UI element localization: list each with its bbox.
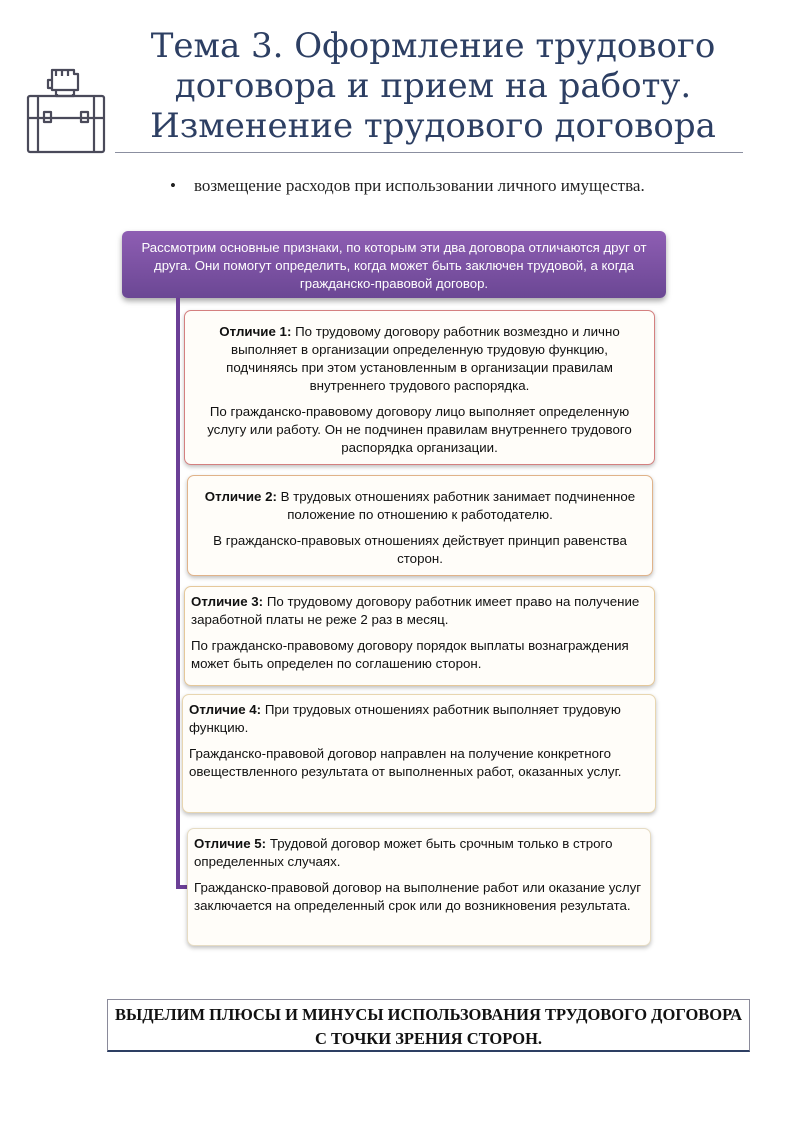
- bullet-marker: •: [170, 176, 176, 195]
- page-title: [118, 26, 748, 146]
- difference-1-text-1: По трудовому договору работник возмездно и лично выполняет в организации определенную трудовую функцию, подчиняясь при этом установленным в организации правилам внутреннего трудового распорядка.: [226, 324, 620, 393]
- difference-card-2: [187, 475, 653, 576]
- difference-4-label: Отличие 4:: [189, 702, 262, 717]
- difference-3-text-1: По трудовому договору работник имеет право на получение заработной платы не реже 2 раз в месяц.: [191, 594, 640, 627]
- briefcase-with-fist-icon: [25, 66, 107, 156]
- difference-1-text-2: По гражданско-правовому договору лицо выполняет определенную услугу или работу. Он не подчинен правилам внутреннего трудового распорядка организации.: [207, 404, 632, 455]
- footer-callout: ВЫДЕЛИМ ПЛЮСЫ И МИНУСЫ ИСПОЛЬЗОВАНИЯ ТРУДОВОГО ДОГОВОРА С ТОЧКИ ЗРЕНИЯ СТОРОН.: [107, 999, 750, 1052]
- difference-card-5: [187, 828, 651, 946]
- difference-5-text-2: Гражданско-правовой договор на выполнение работ или оказание услуг заключается на определенный срок или до возникновения результата.: [194, 880, 642, 913]
- difference-2-text-1: В трудовых отношениях работник занимает подчиненное положение по отношению к работодателю.: [280, 489, 636, 522]
- title-underline: [115, 152, 743, 153]
- difference-3-label: Отличие 3:: [191, 594, 264, 609]
- difference-4-text-1: При трудовых отношениях работник выполняет трудовую функцию.: [189, 702, 621, 735]
- title-line-1: Тема 3. Оформление трудового: [150, 26, 716, 66]
- difference-1-label: Отличие 1:: [219, 324, 292, 339]
- difference-4-part-1: [189, 701, 647, 737]
- difference-5-label: Отличие 5:: [194, 836, 267, 851]
- difference-5-part-1: [194, 835, 642, 871]
- difference-2-part-1: [198, 488, 642, 524]
- bullet-text: возмещение расходов при использовании личного имущества.: [194, 176, 645, 195]
- difference-3-part-1: [191, 593, 646, 629]
- difference-card-4: [182, 694, 656, 813]
- difference-4-text-2: Гражданско-правовой договор направлен на получение конкретного овеществленного результата от выполненных работ, оказанных услуг.: [189, 746, 622, 779]
- difference-card-3: [184, 586, 655, 686]
- intro-box: Рассмотрим основные признаки, по которым эти два договора отличаются друг от друга. Они помогут определить, когда может быть заключен трудовой, а когда гражданско-правовой договор.: [122, 231, 666, 298]
- title-line-3: Изменение трудового договора: [150, 106, 716, 146]
- difference-5-text-1: Трудовой договор может быть срочным только в строго определенных случаях.: [194, 836, 613, 869]
- difference-1-part-1: [195, 323, 644, 395]
- difference-3-text-2: По гражданско-правовому договору порядок выплаты вознаграждения может быть определен по соглашению сторон.: [191, 638, 629, 671]
- difference-card-1: [184, 310, 655, 465]
- difference-2-label: Отличие 2:: [204, 489, 277, 504]
- title-line-2: договора и прием на работу.: [174, 66, 692, 106]
- difference-2-text-2: В гражданско-правовых отношениях действует принцип равенства сторон.: [213, 533, 627, 566]
- diagram-connector-line: [176, 298, 180, 889]
